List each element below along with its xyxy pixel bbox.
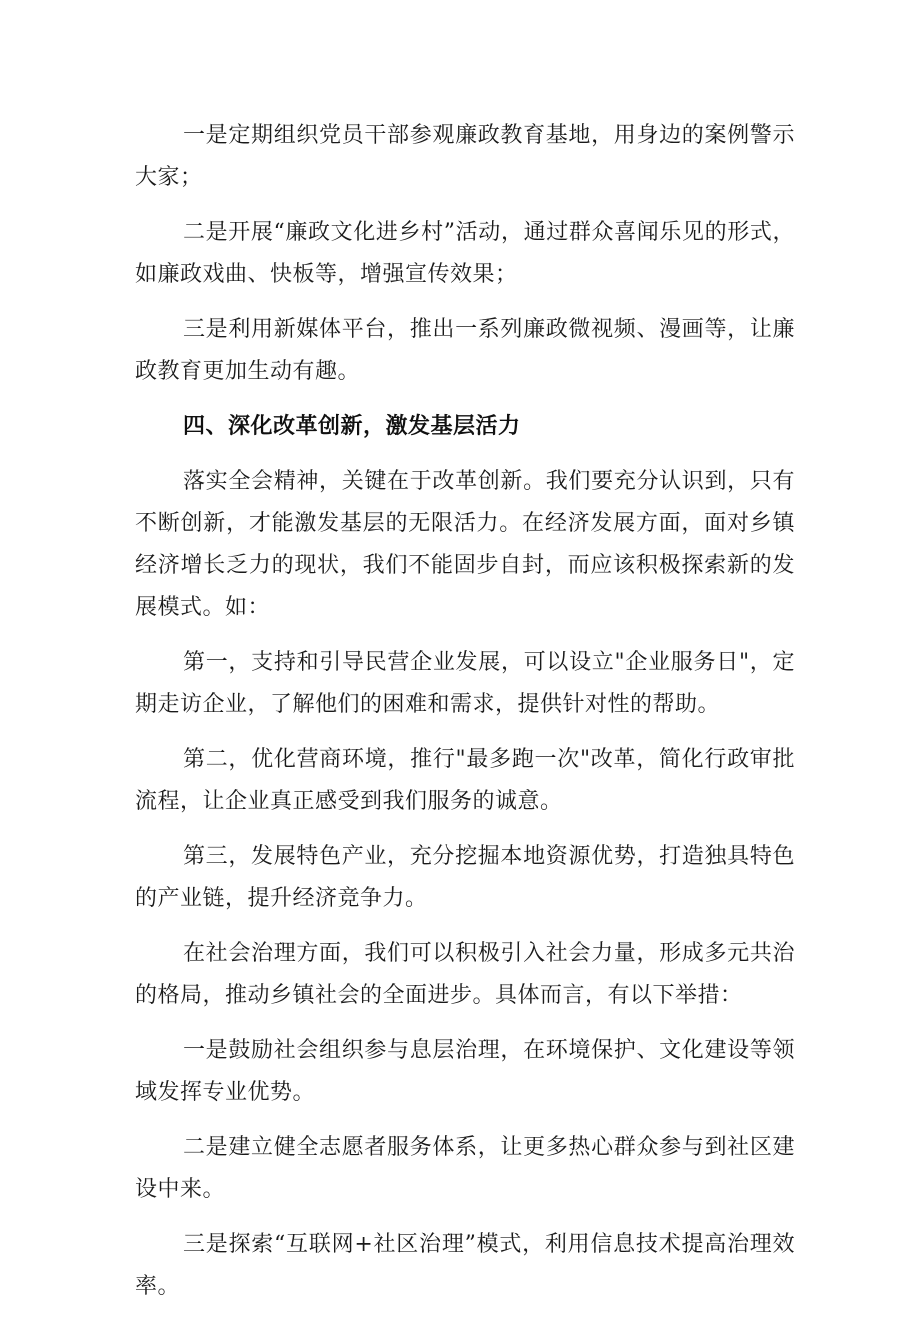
paragraph-8: 第三，发展特色产业，充分挖掘本地资源优势，打造独具特色的产业链，提升经济竞争力。: [135, 844, 795, 911]
document-body: [135, 115, 795, 1321]
paragraph-11: 二是建立健全志愿者服务体系，让更多热心群众参与到社区建设中来。: [135, 1135, 795, 1202]
paragraph-3: 三是利用新媒体平台，推出一系列廉政微视频、漫画等，让廉政教育更加生动有趣。: [135, 317, 795, 384]
paragraph-6: 第一，支持和引导民营企业发展，可以设立"企业服务日"，定期走访企业，了解他们的困难和需求，提供针对性的帮助。: [135, 650, 795, 717]
paragraph-12: 三是探索“互联网+社区治理”模式，利用信息技术提高治理效率。: [135, 1232, 795, 1299]
paragraph-5: 落实全会精神，关键在于改革创新。我们要充分认识到，只有不断创新，才能激发基层的无限活力。在经济发展方面，面对乡镇经济增长乏力的现状，我们不能固步自封，而应该积极探索新的发展模式。如：: [135, 469, 795, 620]
paragraph-7: 第二，优化营商环境，推行"最多跑一次"改革，简化行政审批流程，让企业真正感受到我们服务的诚意。: [135, 747, 795, 814]
section-heading: 四、深化改革创新，激发基层活力: [183, 414, 521, 439]
paragraph-9: 在社会治理方面，我们可以积极引入社会力量，形成多元共治的格局，推动乡镇社会的全面进步。具体而言，有以下举措：: [135, 941, 795, 1008]
paragraph-1: 一是定期组织党员干部参观廉政教育基地，用身边的案例警示大家；: [135, 123, 795, 190]
paragraph-10: 一是鼓励社会组织参与息层治理，在环境保护、文化建设等领域发挥专业优势。: [135, 1038, 795, 1105]
paragraph-2: 二是开展“廉政文化进乡村”活动，通过群众喜闻乐见的形式，如廉政戏曲、快板等，增强宣传效果；: [135, 220, 795, 287]
